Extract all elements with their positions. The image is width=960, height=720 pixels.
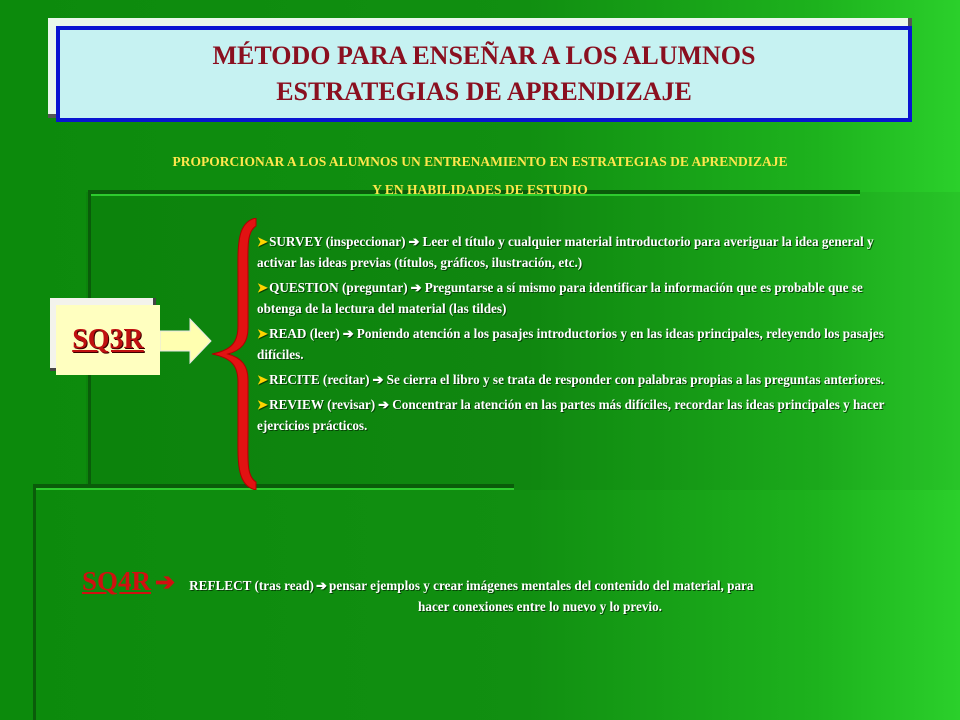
step-desc: Preguntarse a sí mismo para identificar la información que es probable que se obtenga de la lectura del material (las tildes) [257, 280, 863, 316]
right-arrow-icon: ➔ [410, 280, 422, 295]
arrowhead-bullet-icon: ➤ [257, 326, 269, 341]
right-arrow-icon: ➔ [155, 570, 176, 596]
sq4r-desc-line-1: pensar ejemplos y crear imágenes mentales del contenido del material, para [329, 578, 754, 593]
arrowhead-bullet-icon: ➤ [257, 280, 269, 295]
sq3r-label: SQ3R [72, 324, 144, 355]
right-arrow-icon: ➔ [372, 372, 384, 387]
step-term: REVIEW (revisar) [269, 397, 376, 412]
right-arrow-icon: ➔ [315, 578, 327, 593]
sq3r-steps-list [257, 231, 907, 440]
step-term: RECITE (recitar) [269, 372, 370, 387]
step-desc: Concentrar la atención en las partes más difíciles, recordar las ideas principales y hacer ejercicios prácticos. [257, 397, 885, 433]
sq4r-desc-line-2: hacer conexiones entre lo nuevo y lo previo. [418, 599, 662, 614]
title-line-1: MÉTODO PARA ENSEÑAR A LOS ALUMNOS [212, 41, 756, 70]
step-desc: Leer el título y cualquier material introductorio para averiguar la idea general y activar las ideas previas (títulos, gráficos, ilustración, etc.) [257, 234, 874, 270]
step-term: READ (leer) [269, 326, 340, 341]
step-desc: Poniendo atención a los pasajes introductorios y en las ideas principales, releyendo los pasajes difíciles. [257, 326, 884, 362]
step-term: SURVEY (inspeccionar) [269, 234, 406, 249]
sq4r-section [82, 566, 922, 597]
list-item-recite [257, 369, 907, 390]
list-item-review [257, 394, 907, 436]
arrowhead-bullet-icon: ➤ [257, 234, 269, 249]
sq4r-label: SQ4R [82, 566, 152, 596]
subtitle-line-1: PROPORCIONAR A LOS ALUMNOS UN ENTRENAMIENTO EN ESTRATEGIAS DE APRENDIZAJE [172, 154, 788, 169]
step-term: QUESTION (preguntar) [269, 280, 408, 295]
title-box [56, 26, 912, 122]
subtitle-line-2: Y EN HABILIDADES DE ESTUDIO [372, 182, 588, 197]
arrowhead-bullet-icon: ➤ [257, 372, 269, 387]
block-arrow-right-icon [160, 318, 212, 364]
right-arrow-icon: ➔ [378, 397, 390, 412]
right-arrow-icon: ➔ [342, 326, 354, 341]
sq4r-term: REFLECT (tras read) [189, 578, 314, 593]
list-item-survey [257, 231, 907, 273]
step-desc: Se cierra el libro y se trata de responder con palabras propias a las preguntas anteriores. [386, 372, 885, 387]
divider-mid-light [34, 488, 514, 490]
left-curly-brace-icon [210, 218, 260, 490]
list-item-question [257, 277, 907, 319]
arrowhead-bullet-icon: ➤ [257, 397, 269, 412]
sq3r-box [56, 305, 160, 375]
title-line-2: ESTRATEGIAS DE APRENDIZAJE [276, 77, 692, 106]
right-arrow-icon: ➔ [408, 234, 420, 249]
list-item-read [257, 323, 907, 365]
